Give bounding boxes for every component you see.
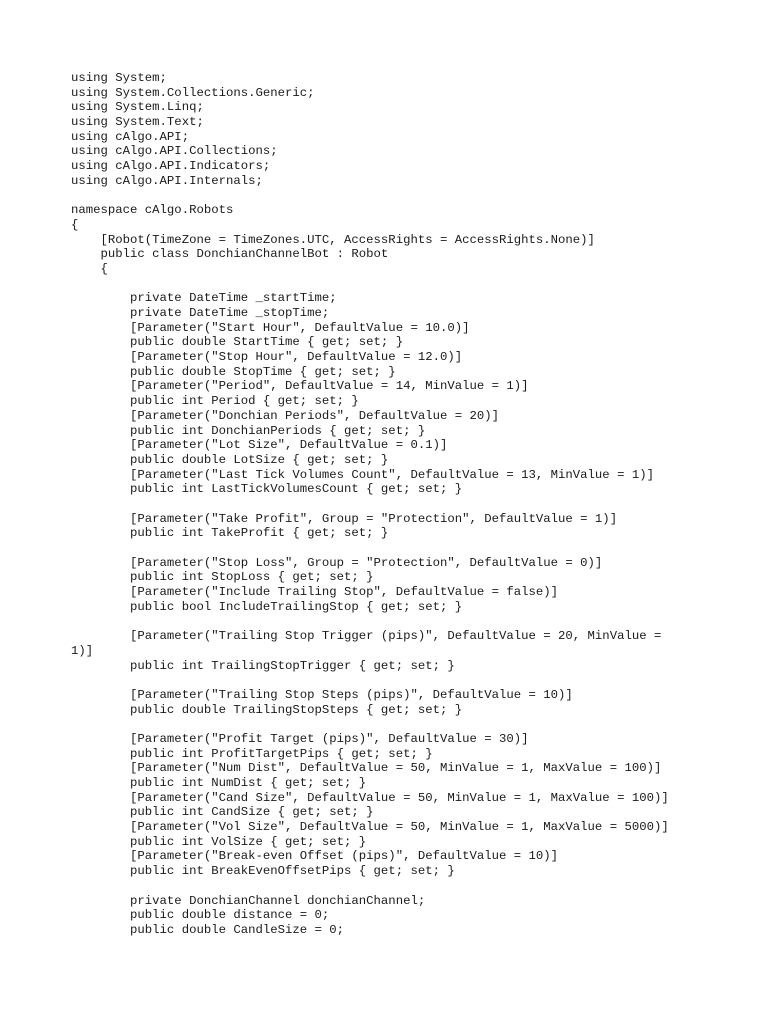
code-line: 1)] [71, 643, 94, 658]
code-line: private DateTime _startTime; [71, 291, 337, 306]
code-line: [Parameter("Take Profit", Group = "Protection", DefaultValue = 1)] [71, 511, 618, 526]
code-line: private DateTime _stopTime; [71, 306, 330, 320]
code-line: public int StopLoss { get; set; } [71, 570, 374, 585]
blank-line [71, 879, 751, 894]
code-line: public int TakeProfit { get; set; } [71, 526, 389, 541]
code-line: [Parameter("Vol Size", DefaultValue = 50, MinValue = 1, MaxValue = 5000)] [71, 820, 669, 835]
code-line: public class DonchianChannelBot : Robot [71, 247, 389, 262]
code-line: [Parameter("Period", DefaultValue = 14, MinValue = 1)] [71, 379, 529, 394]
code-line: [Parameter("Donchian Periods", DefaultValue = 20)] [71, 408, 500, 423]
code-line: using cAlgo.API.Internals; [71, 173, 263, 188]
code-line: [Parameter("Break-even Offset (pips)", DefaultValue = 10)] [71, 849, 559, 864]
code-line: [Parameter("Last Tick Volumes Count", DefaultValue = 13, MinValue = 1)] [71, 467, 654, 482]
code-line: using System.Linq; [71, 100, 204, 115]
code-line: using cAlgo.API.Indicators; [71, 159, 271, 174]
blank-line [71, 614, 751, 629]
code-line: { [71, 217, 79, 232]
code-block [71, 71, 751, 938]
code-line: public double TrailingStopSteps { get; set; } [71, 702, 463, 717]
code-line: public int NumDist { get; set; } [71, 776, 367, 790]
code-line: using cAlgo.API.Collections; [71, 144, 278, 159]
code-line: [Parameter("Include Trailing Stop", DefaultValue = false)] [71, 585, 559, 600]
blank-line [71, 497, 751, 512]
code-line: public bool IncludeTrailingStop { get; set; } [71, 599, 463, 614]
code-line: [Parameter("Stop Loss", Group = "Protection", DefaultValue = 0)] [71, 555, 603, 570]
code-line: [Parameter("Trailing Stop Steps (pips)", DefaultValue = 10)] [71, 687, 573, 702]
blank-line [71, 717, 751, 732]
blank-line [71, 541, 751, 556]
code-line: public double CandleSize = 0; [71, 922, 345, 937]
code-line: public int DonchianPeriods { get; set; } [71, 423, 426, 438]
code-line: [Robot(TimeZone = TimeZones.UTC, AccessRights = AccessRights.None)] [71, 232, 595, 247]
code-line: using System.Collections.Generic; [71, 85, 315, 100]
code-line: public double StartTime { get; set; } [71, 335, 404, 350]
code-line: public int BreakEvenOffsetPips { get; set; } [71, 864, 455, 879]
code-line: [Parameter("Trailing Stop Trigger (pips)", DefaultValue = 20, MinValue = [71, 629, 662, 644]
code-line: public double StopTime { get; set; } [71, 364, 396, 379]
code-line: [Parameter("Cand Size", DefaultValue = 50, MinValue = 1, MaxValue = 100)] [71, 790, 669, 805]
code-line: using System.Text; [71, 115, 204, 130]
code-line: using System; [71, 71, 167, 85]
blank-line [71, 189, 751, 204]
blank-line [71, 277, 751, 292]
code-line: [Parameter("Stop Hour", DefaultValue = 12.0)] [71, 350, 463, 365]
code-line: using cAlgo.API; [71, 129, 190, 144]
code-line: [Parameter("Profit Target (pips)", DefaultValue = 30)] [71, 731, 529, 746]
code-line: public int LastTickVolumesCount { get; set; } [71, 482, 463, 497]
code-line: public double LotSize { get; set; } [71, 452, 389, 467]
code-line: public int Period { get; set; } [71, 394, 359, 409]
code-line: public int ProfitTargetPips { get; set; } [71, 746, 433, 761]
code-line: private DonchianChannel donchianChannel; [71, 893, 426, 908]
code-line: namespace cAlgo.Robots [71, 203, 234, 218]
code-line: public double distance = 0; [71, 908, 330, 923]
code-line: public int TrailingStopTrigger { get; set; } [71, 658, 455, 673]
code-line: public int VolSize { get; set; } [71, 834, 367, 849]
code-line: [Parameter("Num Dist", DefaultValue = 50, MinValue = 1, MaxValue = 100)] [71, 761, 662, 776]
code-line: [Parameter("Lot Size", DefaultValue = 0.1)] [71, 438, 448, 453]
code-line: { [71, 261, 108, 276]
blank-line [71, 673, 751, 688]
code-line: [Parameter("Start Hour", DefaultValue = 10.0)] [71, 320, 470, 335]
code-line: public int CandSize { get; set; } [71, 805, 374, 820]
